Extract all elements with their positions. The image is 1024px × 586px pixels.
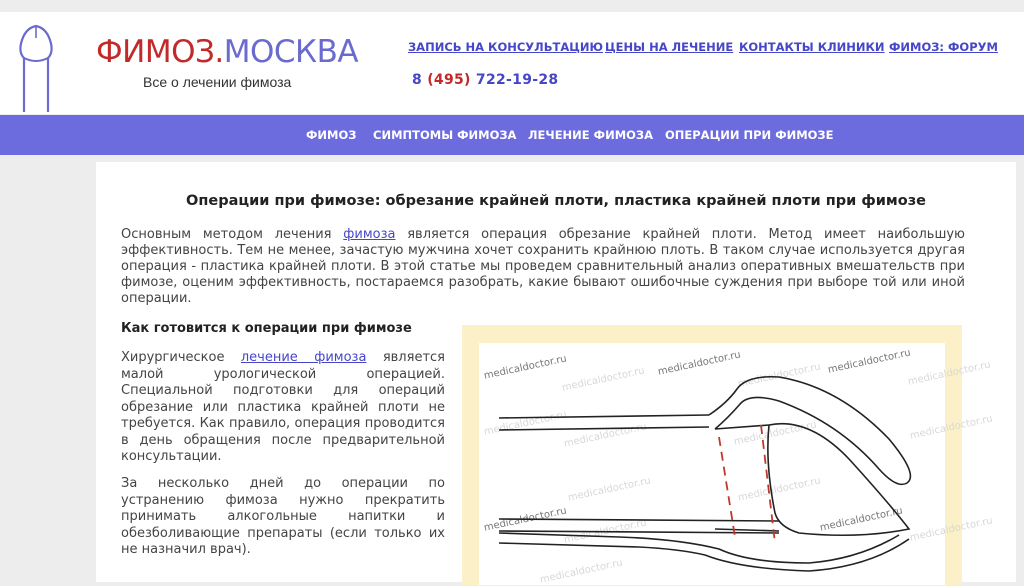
top-links (0, 40, 1024, 60)
top-link-prices[interactable]: ЦЕНЫ НА ЛЕЧЕНИЕ (605, 40, 734, 54)
top-link-forum[interactable]: ФИМОЗ: ФОРУМ (889, 40, 998, 54)
main-nav (0, 115, 1024, 155)
cut-lines (719, 425, 775, 543)
article-intro (121, 227, 965, 307)
watermark: medicaldoctor.ru (563, 421, 648, 450)
logo-icon[interactable] (14, 18, 58, 114)
nav-item-symptoms[interactable]: СИМПТОМЫ ФИМОЗА (373, 128, 517, 142)
watermark: medicaldoctor.ru (657, 349, 742, 378)
anatomy-drawing (479, 343, 945, 585)
watermark: medicaldoctor.ru (909, 515, 994, 544)
phone-digits: 722-19-28 (470, 72, 559, 88)
logo-domain: МОСКВА (223, 34, 359, 70)
para1-text-start: Хирургическое (121, 350, 241, 365)
top-link-contacts[interactable]: КОНТАКТЫ КЛИНИКИ (739, 40, 885, 54)
watermark: medicaldoctor.ru (561, 365, 646, 394)
watermark: medicaldoctor.ru (819, 505, 904, 534)
watermark: medicaldoctor.ru (909, 413, 994, 442)
watermark: medicaldoctor.ru (733, 419, 818, 448)
watermark: medicaldoctor.ru (567, 475, 652, 504)
nav-item-phimosis[interactable]: ФИМОЗ (306, 128, 357, 142)
nav-item-operations[interactable]: ОПЕРАЦИИ ПРИ ФИМОЗЕ (665, 128, 834, 142)
site-tagline: Все о лечении фимоза (143, 74, 292, 90)
treatment-link[interactable]: лечение фимоза (240, 350, 367, 365)
watermark: medicaldoctor.ru (483, 409, 568, 438)
top-link-consultation[interactable]: ЗАПИСЬ НА КОНСУЛЬТАЦИЮ (408, 40, 604, 54)
article-container (96, 162, 1016, 586)
watermark: medicaldoctor.ru (907, 359, 992, 388)
phone-prefix: 8 (412, 72, 428, 88)
phone-number[interactable] (412, 72, 558, 88)
phimosis-link[interactable]: фимоза (343, 227, 396, 242)
intro-text-start: Основным методом лечения (121, 227, 344, 242)
abstinence-paragraph: За несколько дней до операции по устранению фимоза нужно прекратить принимать алкогольные напитки и обезболивающие препараты (если только их не назначил врач). (121, 476, 445, 557)
preparation-paragraph (121, 350, 445, 466)
watermark: medicaldoctor.ru (483, 505, 568, 534)
watermark: medicaldoctor.ru (539, 557, 624, 586)
section-heading: Как готовится к операции при фимозе (121, 321, 412, 336)
nav-item-treatment[interactable]: ЛЕЧЕНИЕ ФИМОЗА (528, 128, 653, 142)
watermark: medicaldoctor.ru (563, 517, 648, 546)
logo-main: ФИМОЗ. (96, 34, 224, 70)
watermark: medicaldoctor.ru (827, 347, 912, 376)
intro-text-rest: является операция обрезание крайней плоти. Метод имеет наибольшую эффективность. Тем не менее, зачастую мужчина хочет сохранить крайнюю плоть. В таком случае используется другая операция - пластика крайней плоти. В этой статье мы проведем сравнительный анализ оперативных вмешательств при фимозе, оценим эффективность, постараемся разобрать, какие бывают ошибочные суждения при выборе той или иной операции. (121, 227, 965, 306)
watermark: medicaldoctor.ru (737, 361, 822, 390)
para1-text-rest: является малой урологической операцией. Специальной подготовки для операций обрезание или пластика крайней плоти не требуется. Как правило, операция проводится в день обращения после предварительной консультации. (121, 350, 445, 464)
watermark: medicaldoctor.ru (483, 353, 568, 382)
surgery-diagram (462, 325, 994, 586)
phone-code: (495) (427, 72, 471, 88)
watermark: medicaldoctor.ru (737, 475, 822, 504)
site-header (0, 12, 1024, 114)
diagram-canvas (479, 343, 994, 586)
article-title: Операции при фимозе: обрезание крайней плоти, пластика крайней плоти при фимозе (186, 193, 926, 209)
